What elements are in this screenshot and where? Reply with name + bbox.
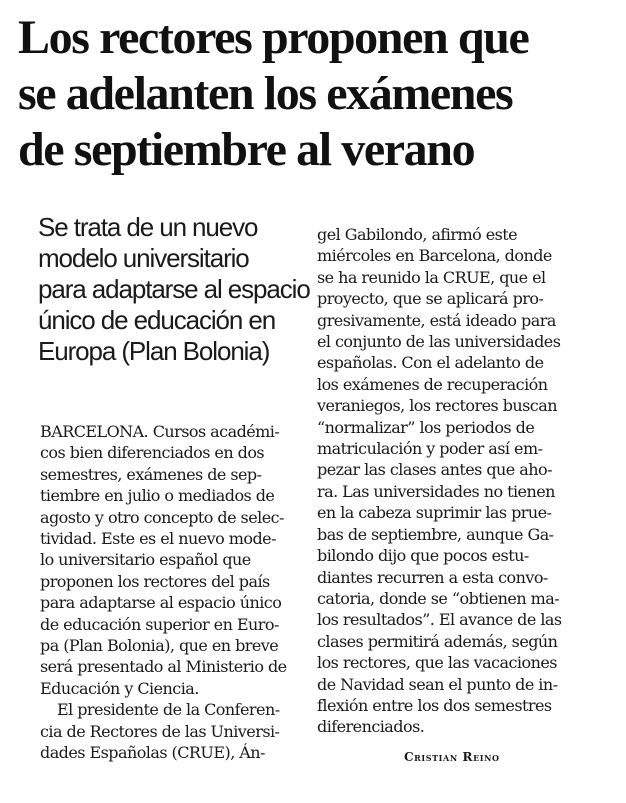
body-line: cia de Rectores de las Universi- — [40, 721, 280, 741]
body-line: bilondo dijo que pocos estu- — [317, 546, 529, 566]
headline — [18, 10, 618, 178]
body-line: flexión entre los dos semestres — [317, 695, 552, 715]
body-line: de Navidad sean el punto de in- — [317, 674, 558, 694]
headline-line: Los rectores proponen que — [18, 11, 529, 64]
body-line: catoria, donde se “obtienen ma- — [317, 588, 560, 608]
body-line: será presentado al Ministerio de — [40, 657, 287, 677]
body-line: semestres, exámenes de sep- — [40, 464, 262, 484]
body-line: en la cabeza suprimir las prue- — [317, 503, 552, 523]
body-line: “normalizar” los periodos de — [317, 417, 535, 437]
body-line: de educación superior en Euro- — [40, 614, 279, 634]
body-line: los resultados”. El avance de las — [317, 610, 562, 630]
byline: Cristian Reino — [404, 750, 500, 764]
headline-line: de septiembre al verano — [18, 123, 475, 176]
body-line: dades Españolas (CRUE), Án- — [40, 743, 265, 763]
body-line: gel Gabilondo, afirmó este — [317, 225, 518, 244]
body-line: pezar las clases antes que aho- — [317, 460, 552, 480]
body-line: agosto y otro concepto de selec- — [40, 507, 284, 527]
subheadline-line: para adaptarse al espacio — [38, 274, 310, 304]
body-line: ra. Las universidades no tienen — [317, 481, 555, 501]
body-line: bas de septiembre, aunque Ga- — [317, 524, 554, 544]
body-line: los exámenes de recuperación — [317, 374, 548, 394]
subheadline-line: único de educación en — [38, 305, 276, 335]
body-line: BARCELONA. Cursos académi- — [40, 422, 280, 441]
body-line: El presidente de la Conferen- — [57, 700, 280, 720]
body-line: veraniegos, los rectores buscan — [317, 396, 557, 416]
body-column-left — [40, 421, 312, 764]
body-line: cos bien diferenciados en dos — [40, 443, 265, 463]
subheadline-line: Se trata de un nuevo — [38, 212, 258, 242]
body-line: Educación y Ciencia. — [40, 678, 199, 698]
body-line: los rectores, que las vacaciones — [317, 653, 557, 673]
body-line: tividad. Este es el nuevo mode- — [40, 529, 276, 549]
body-line: matriculación y poder así em- — [317, 439, 543, 459]
body-line: diferenciados. — [317, 717, 425, 737]
body-line: para adaptarse al espacio único — [40, 593, 282, 613]
headline-line: se adelanten los exámenes — [18, 67, 513, 120]
body-line: se ha reunido la CRUE, que el — [317, 267, 546, 287]
body-line: miércoles en Barcelona, donde — [317, 246, 552, 266]
body-line: pa (Plan Bolonia), que en breve — [40, 636, 279, 656]
body-line: el conjunto de las universidades — [317, 332, 561, 352]
body-line: tiembre en julio o mediados de — [40, 486, 275, 506]
subheadline-line: Europa (Plan Bolonia) — [38, 336, 270, 366]
body-line: diantes recurren a esta convo- — [317, 567, 548, 587]
body-column-right — [317, 224, 603, 738]
body-line: proyecto, que se aplicará pro- — [317, 289, 544, 309]
subheadline — [38, 212, 318, 367]
subheadline-line: modelo universitario — [38, 243, 249, 273]
body-line: clases permitirá además, según — [317, 631, 558, 651]
body-line: lo universitario español que — [40, 550, 251, 570]
body-line: proponen los rectores del país — [40, 571, 270, 591]
body-line: gresivamente, está ideado para — [317, 310, 556, 330]
body-line: españolas. Con el adelanto de — [317, 353, 544, 373]
